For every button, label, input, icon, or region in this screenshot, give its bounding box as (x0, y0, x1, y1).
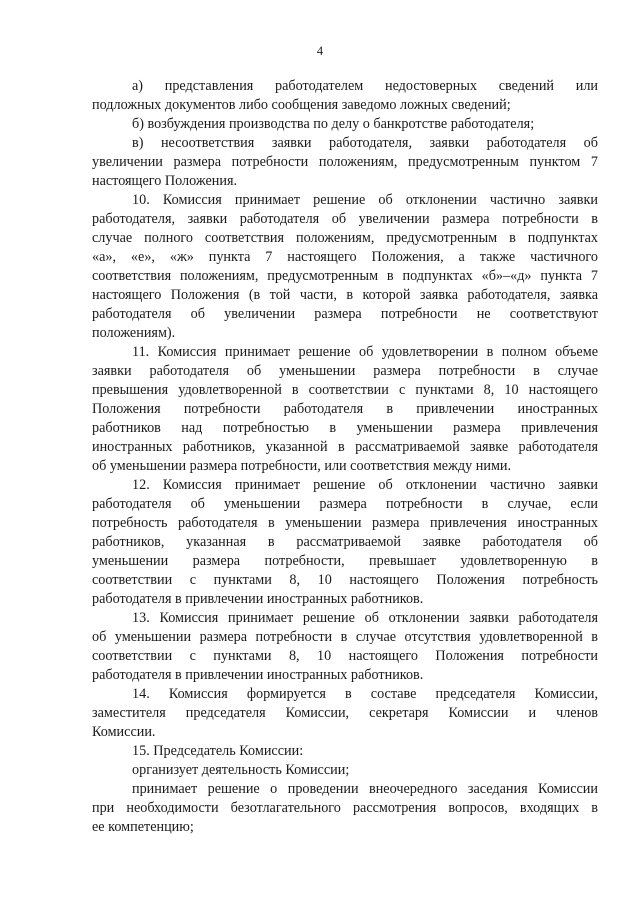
text-line: работодателя в привлечении иностранных работников. (92, 667, 424, 683)
page-number: 4 (316, 44, 324, 58)
text-line: при необходимости безотлагательного рассмотрения вопросов, входящих в (92, 800, 598, 816)
paragraph-11 (92, 780, 598, 837)
paragraph-10 (92, 761, 598, 780)
text-line: работодателя, заявки работодателя об увеличении размера потребности в (92, 211, 598, 227)
text-line: случае полного соответствия положениям, предусмотренным в подпунктах (92, 230, 598, 246)
text-line: работников над потребностью в уменьшении размера привлечения (92, 420, 598, 436)
text-line: настоящего Положения (в той части, в которой заявка работодателя, заявка (92, 287, 598, 303)
text-line: работодателя в привлечении иностранных работников. (92, 591, 424, 607)
text-line: соответствии с пунктами 8, 10 настоящего Положения потребности (92, 648, 598, 664)
text-line: принимает решение о проведении внеочередного заседания Комиссии (132, 781, 598, 797)
paragraph-6 (92, 476, 598, 609)
text-line: организует деятельность Комиссии; (132, 762, 350, 778)
text-line: настоящего Положения. (92, 173, 238, 189)
text-line: в) несоответствия заявки работодателя, заявки работодателя об (132, 135, 598, 151)
paragraph-9 (92, 742, 598, 761)
text-line: заявки работодателя об уменьшении размера потребности в случае (92, 363, 598, 379)
document-body (92, 77, 598, 837)
text-line: 15. Председатель Комиссии: (132, 743, 304, 759)
text-line: заместителя председателя Комиссии, секретаря Комиссии и членов (92, 705, 598, 721)
text-line: Положения потребности работодателя в привлечении иностранных (92, 401, 598, 417)
paragraph-2 (92, 115, 598, 134)
paragraph-7 (92, 609, 598, 685)
text-line: иностранных работников, указанной в рассматриваемой заявке работодателя (92, 439, 598, 455)
paragraph-5 (92, 343, 598, 476)
text-line: 13. Комиссия принимает решение об отклонении заявки работодателя (132, 610, 598, 626)
text-line: 11. Комиссия принимает решение об удовлетворении в полном объеме (132, 344, 598, 360)
text-line: подложных документов либо сообщения заведомо ложных сведений; (92, 97, 511, 113)
text-line: работников, указанная в рассматриваемой заявке работодателя об (92, 534, 598, 550)
paragraph-8 (92, 685, 598, 742)
paragraph-3 (92, 134, 598, 191)
text-line: потребность работодателя в уменьшении размера привлечения иностранных (92, 515, 598, 531)
text-line: 14. Комиссия формируется в составе председателя Комиссии, (132, 686, 598, 702)
text-line: работодателя об увеличении размера потребности не соответствуют (92, 306, 598, 322)
text-line: Комиссии. (92, 724, 156, 740)
text-line: соответствия положениям, предусмотренным в подпунктах «б»–«д» пункта 7 (92, 268, 598, 284)
text-line: ее компетенцию; (92, 819, 194, 835)
text-line: увеличении размера потребности положениям, предусмотренным пунктом 7 (92, 154, 598, 170)
text-line: соответствии с пунктами 8, 10 настоящего Положения потребность (92, 572, 598, 588)
text-line: б) возбуждения производства по делу о банкротстве работодателя; (132, 116, 535, 132)
text-line: а) представления работодателем недостоверных сведений или (132, 78, 598, 94)
text-line: превышения удовлетворенной в соответствии с пунктами 8, 10 настоящего (92, 382, 598, 398)
text-line: уменьшении размера потребности, превышает удовлетворенную в (92, 553, 598, 569)
paragraph-4 (92, 191, 598, 343)
text-line: об уменьшении размера потребности, или соответствия между ними. (92, 458, 512, 474)
paragraph-1 (92, 77, 598, 115)
text-line: положениям). (92, 325, 176, 341)
text-line: 12. Комиссия принимает решение об отклонении частично заявки (132, 477, 598, 493)
text-line: работодателя об уменьшении размера потребности в случае, если (92, 496, 598, 512)
text-line: «а», «е», «ж» пункта 7 настоящего Положения, а также частичного (92, 249, 598, 265)
text-line: 10. Комиссия принимает решение об отклонении частично заявки (132, 192, 598, 208)
text-line: об уменьшении размера потребности в случае отсутствия удовлетворенной в (92, 629, 598, 645)
